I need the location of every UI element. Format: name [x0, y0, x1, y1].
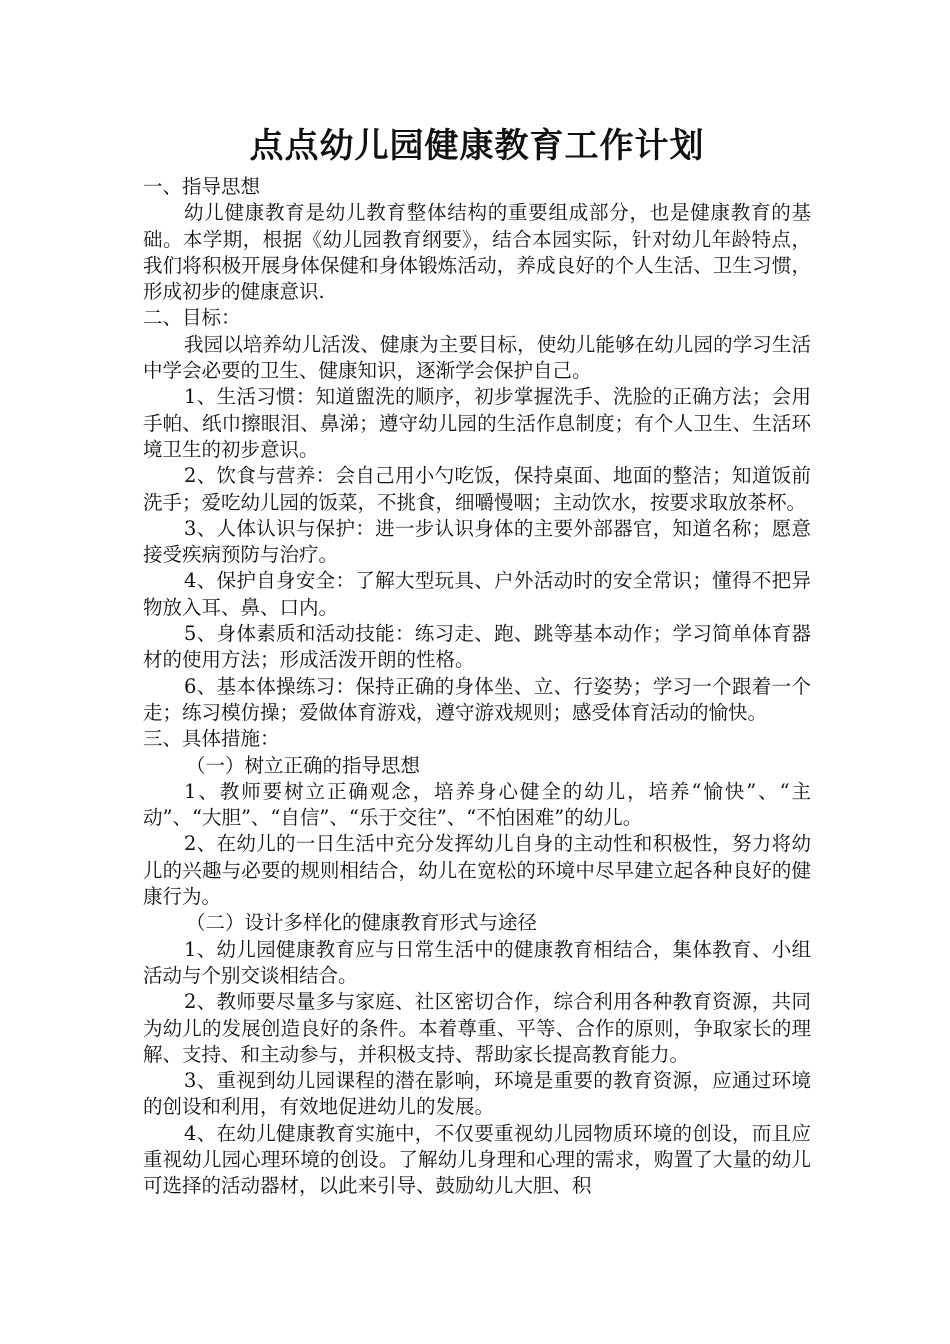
goal-item-body-awareness: 3、人体认识与保护：进一步认识身体的主要外部器官，知道名称；愿意接受疾病预防与治疗。 — [143, 516, 811, 567]
paragraph: 幼儿健康教育是幼儿教育整体结构的重要组成部分，也是健康教育的基础。本学期，根据《幼儿园教育纲要》，结合本园实际，针对幼儿年龄特点，我们将积极开展身体保健和身体锻炼活动，养成良好的个人生活、卫生习惯，形成初步的健康意识. — [143, 201, 811, 304]
subsection-heading: （二）设计多样化的健康教育形式与途径 — [186, 911, 538, 935]
measure-item: 3、重视到幼儿园课程的潜在影响，环境是重要的教育资源，应通过环境的创设和利用，有效地促进幼儿的发展。 — [143, 1069, 811, 1119]
document-title: 点点幼儿园健康教育工作计划 — [249, 126, 705, 166]
goal-item-diet-nutrition: 2、饮食与营养：会自己用小勺吃饭，保持桌面、地面的整洁；知道饭前洗手；爱吃幼儿园的饭菜，不挑食，细嚼慢咽；主动饮水，按要求取放茶杯。 — [143, 464, 811, 514]
section-heading-goals: 二、目标： — [143, 306, 241, 330]
measure-item: 1、教师要树立正确观念，培养身心健全的幼儿，培养“愉快”、“主动”、“大胆”、“自信”、“乐于交往”、“不怕困难”的幼儿。 — [143, 779, 811, 830]
goal-item-self-safety: 4、保护自身安全：了解大型玩具、户外活动时的安全常识；懂得不把异物放入耳、鼻、口内。 — [143, 569, 811, 619]
measure-item: 2、在幼儿的一日生活中充分发挥幼儿自身的主动性和积极性，努力将幼儿的兴趣与必要的规则相结合，幼儿在宽松的环境中尽早建立起各种良好的健康行为。 — [143, 832, 811, 909]
document-page — [143, 118, 811, 1200]
section-heading-guiding-ideology: 一、指导思想 — [143, 175, 261, 198]
paragraph: 我园以培养幼儿活泼、健康为主要目标，使幼儿能够在幼儿园的学习生活中学会必要的卫生、健康知识，逐渐学会保护自己。 — [143, 332, 811, 383]
goal-item-gymnastics: 6、基本体操练习：保持正确的身体坐、立、行姿势；学习一个跟着一个走；练习模仿操；爱做体育游戏，遵守游戏规则；感受体育活动的愉快。 — [143, 674, 811, 724]
measure-item: 2、教师要尽量多与家庭、社区密切合作，综合利用各种教育资源，共同为幼儿的发展创造良好的条件。本着尊重、平等、合作的原则，争取家长的理解、支持、和主动参与，并积极支持、帮助家长提高教育能力。 — [143, 990, 811, 1066]
goal-item-physical-skills: 5、身体素质和活动技能：练习走、跑、跳等基本动作；学习简单体育器材的使用方法；形成活泼开朗的性格。 — [143, 622, 811, 672]
measure-item: 1、幼儿园健康教育应与日常生活中的健康教育相结合，集体教育、小组活动与个别交谈相结合。 — [143, 937, 811, 987]
section-heading-measures: 三、具体措施： — [143, 727, 280, 751]
goal-item-living-habits: 1、生活习惯：知道盥洗的顺序，初步掌握洗手、洗脸的正确方法；会用手帕、纸巾擦眼泪、鼻涕；遵守幼儿园的生活作息制度；有个人卫生、生活环境卫生的初步意识。 — [143, 385, 811, 461]
measure-item: 4、在幼儿健康教育实施中，不仅要重视幼儿园物质环境的创设，而且应重视幼儿园心理环境的创设。了解幼儿身理和心理的需求，购置了大量的幼儿可选择的活动器材，以此来引导、鼓励幼儿大胆、积 — [143, 1121, 811, 1198]
subsection-heading: （一）树立正确的指导思想 — [186, 753, 421, 777]
